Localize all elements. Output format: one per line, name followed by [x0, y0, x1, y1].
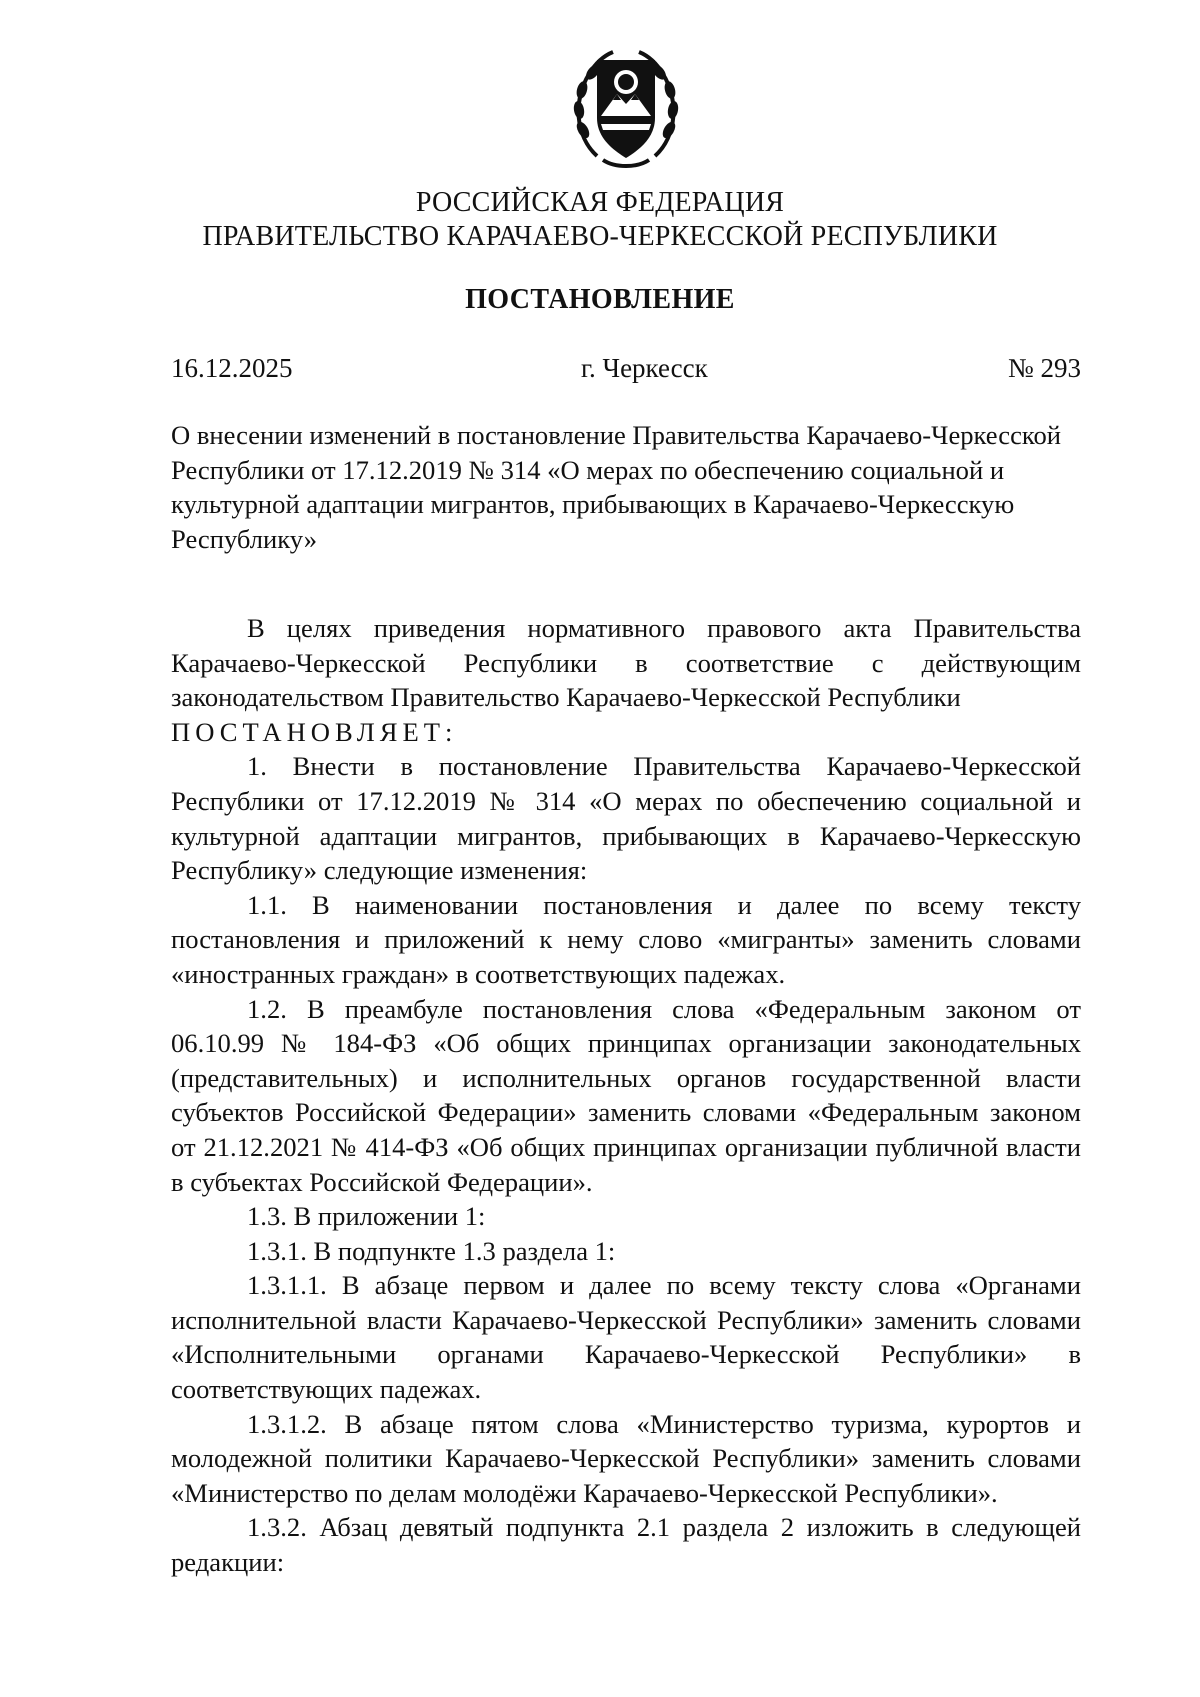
document-date: 16.12.2025 — [171, 353, 293, 383]
coat-of-arms-emblem-icon — [567, 38, 685, 170]
paragraph-1-1: 1.1. В наименовании постановления и далее по всему тексту постановления и приложений к нему слово «мигранты» заменить словами «иностранных граждан» в соответствующих падежах. — [171, 889, 1081, 989]
paragraph-1-3-1-1: 1.3.1.1. В абзаце первом и далее по всему тексту слова «Органами исполнительной власти Карачаево-Черкесской Республики» заменить словами «Исполнительными органами Карачаево-Черкесской Республики» в соответствующих падежах. — [171, 1270, 1081, 1405]
header-country: РОССИЙСКАЯ ФЕДЕРАЦИЯ — [415, 187, 785, 218]
document-city: г. Черкесск — [581, 353, 708, 383]
paragraph-1-2: 1.2. В преамбуле постановления слова «Федеральным законом от 06.10.99 № 184-ФЗ «Об общих принципах организации законодательных (представительных) и исполнительных органов государственной власти субъектов Российской Федерации» заменить словами «Федеральным законом от 21.12.2021 № 414-ФЗ «Об общих принципах организации публичной власти в субъектах Российской Федерации». — [171, 993, 1081, 1197]
paragraph-1-3-2: 1.3.2. Абзац девятый подпункта 2.1 раздела 2 изложить в следующей редакции: — [171, 1512, 1081, 1578]
paragraph-1-3-1: 1.3.1. В подпункте 1.3 раздела 1: — [247, 1235, 616, 1266]
document-type-title: ПОСТАНОВЛЕНИЕ — [465, 284, 735, 315]
header-government: ПРАВИТЕЛЬСТВО КАРАЧАЕВО-ЧЕРКЕССКОЙ РЕСПУБЛИКИ — [202, 221, 998, 252]
document-subject: О внесении изменений в постановление Правительства Карачаево-Черкесской Республики от 17.12.2019 № 314 «О мерах по обеспечению социальной и культурной адаптации мигрантов, прибывающих в Карачаево-Черкесскую Республику» — [171, 420, 1061, 554]
paragraph-1: 1. Внести в постановление Правительства Карачаево-Черкесской Республики от 17.12.2019 № 314 «О мерах по обеспечению социальной и культурной адаптации мигрантов, прибывающих в Карачаево-Черкесскую Республику» следующие изменения: — [171, 751, 1081, 886]
resolve-heading: ПОСТАНОВЛЯЕТ: — [171, 716, 458, 747]
document-number: № 293 — [1007, 353, 1081, 383]
paragraph-1-3: 1.3. В приложении 1: — [247, 1201, 486, 1232]
intro-paragraph: В целях приведения нормативного правового акта Правительства Карачаево-Черкесской Республики в соответствие с действующим законодательством Правительство Карачаево-Черкесской Республики — [171, 613, 1081, 713]
document-body — [171, 611, 1081, 1580]
document-meta-row — [171, 353, 1081, 387]
paragraph-1-3-1-2: 1.3.1.2. В абзаце пятом слова «Министерство туризма, курортов и молодежной политики Карачаево-Черкесской Республики» заменить словами «Министерство по делам молодёжи Карачаево-Черкесской Республики». — [171, 1408, 1081, 1508]
